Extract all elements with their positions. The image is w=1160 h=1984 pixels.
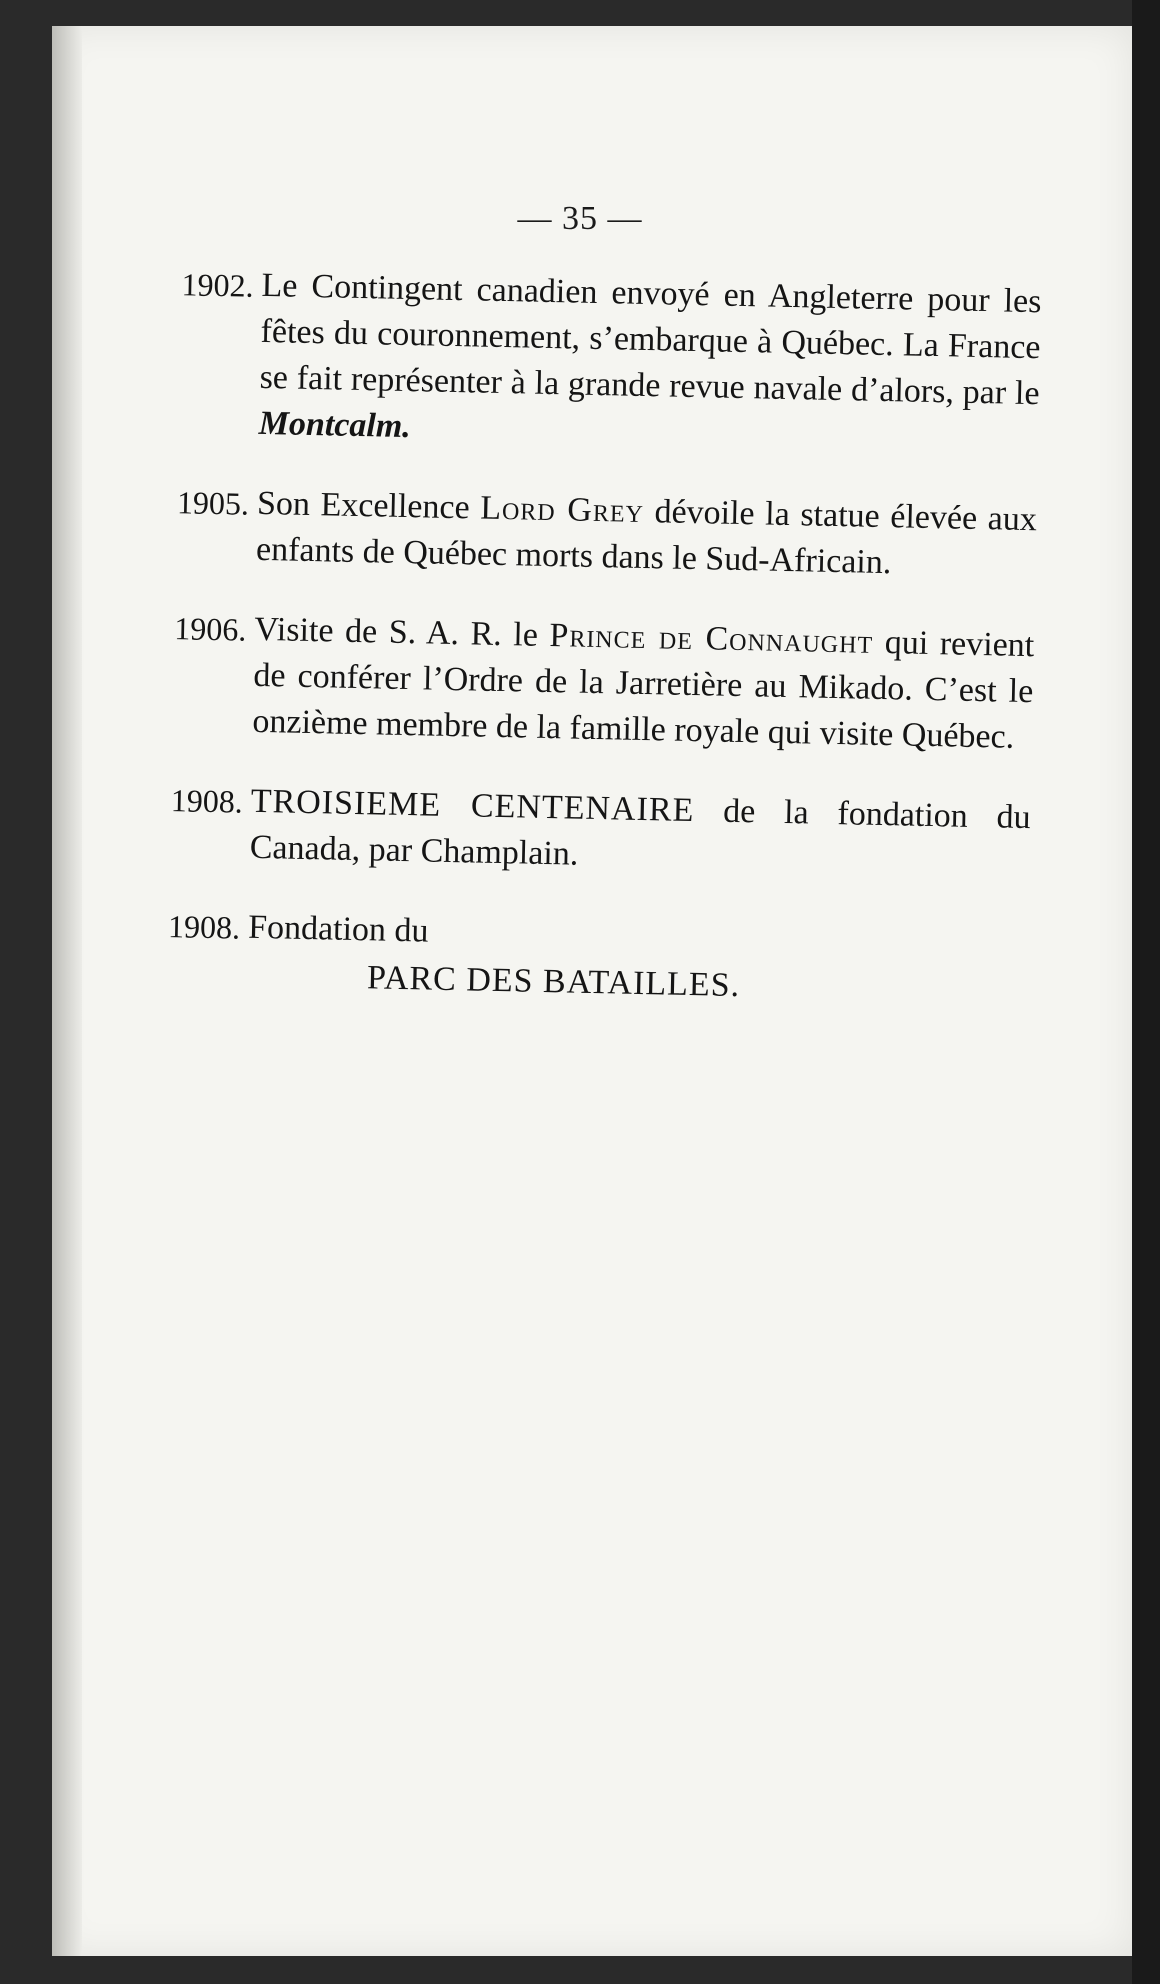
chronology-entry-1908-parc [0,899,1028,1015]
entry-text [249,779,1031,887]
entry-text-part: dévoile la statue élevée aux enfants de Québec morts dans le Sud-Africain. [255,492,1038,582]
entry-year: 1905. [176,484,250,522]
chronology-entry-1906 [0,601,1035,761]
entry-year: 1902. [181,266,254,304]
entry-text [256,481,1038,589]
entry-text [247,905,1029,1015]
person-name: Prince de Connaught [549,617,874,661]
chronology-list [0,257,1160,1051]
park-name: PARC DES BATAILLES. [366,959,741,1005]
entry-text-part: qui revient de conférer l’Ordre de la Jarretière au Mikado. C’est le onzième membre de la famille royale qui visite Québec. [252,623,1035,756]
entry-year: 1908. [170,782,244,820]
ship-name: Montcalm. [258,404,412,446]
person-name: Lord Grey [479,489,645,530]
entry-text-part: Visite de S. A. R. le [254,610,550,655]
entry-text-part: Son Excellence [256,484,481,527]
entry-text-part: Fondation du [247,908,429,950]
chronology-entry-1902 [0,257,1042,463]
page-number: — 35 — [517,200,643,237]
entry-text-part: Le Contingent canadien envoyé en Angleterre pour les fêtes du couronnement, s’embarque à Québec. La France se fait représenter à la grande revue navale d’alors, par le [259,266,1042,413]
entry-year: 1908. [167,908,241,946]
entry-text [258,263,1042,463]
chronology-entry-1908-centenaire [0,773,1031,887]
event-title: TROISIEME CENTENAIRE [250,782,695,830]
entry-text-part: de la fondation du Canada, par Champlain. [249,792,1032,873]
entry-year: 1906. [174,610,247,648]
chronology-entry-1905 [0,475,1037,589]
entry-text [252,607,1035,761]
